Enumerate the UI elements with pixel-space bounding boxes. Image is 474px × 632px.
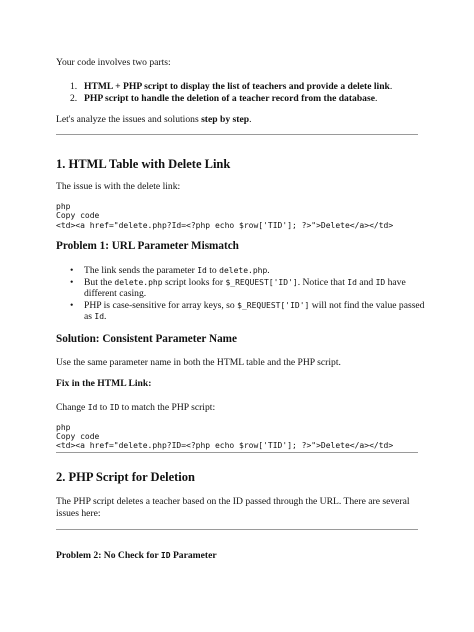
issue-text: The issue is with the delete link: <box>56 181 181 192</box>
intro-text: Your code involves two parts: <box>56 57 171 68</box>
bullet-text-continued: as Id. <box>84 311 107 322</box>
divider <box>56 452 418 453</box>
bullet-text: PHP is case-sensitive for array keys, so $_REQUEST['ID'] will not find the value passed <box>84 300 425 311</box>
copy-code-button[interactable]: Copy code <box>56 211 100 220</box>
section2-text: The PHP script deletes a teacher based on the ID passed through the URL. There are several <box>56 496 410 507</box>
code-lang: php <box>56 202 71 211</box>
bullet-icon: • <box>70 265 74 276</box>
list-item: HTML + PHP script to display the list of teachers and provide a delete link. <box>84 81 393 92</box>
analyze-text: Let's analyze the issues and solutions step by step. <box>56 114 252 125</box>
bullet-text: But the delete.php script looks for $_REQUEST['ID']. Notice that Id and ID have <box>84 277 406 288</box>
code-lang: php <box>56 423 71 432</box>
change-text: Change Id to ID to match the PHP script: <box>56 402 216 413</box>
solution-text: Use the same parameter name in both the HTML table and the PHP script. <box>56 357 341 368</box>
section-heading: 2. PHP Script for Deletion <box>56 470 195 484</box>
section-heading: 1. HTML Table with Delete Link <box>56 157 231 171</box>
list-item-text: PHP script to handle the deletion of a teacher record from the database <box>84 93 375 104</box>
copy-code-button[interactable]: Copy code <box>56 432 100 441</box>
list-item-text: HTML + PHP script to display the list of teachers and provide a delete link <box>84 81 390 92</box>
code-block: <td><a href="delete.php?Id=<?php echo $row['TID']; ?>">Delete</a></td> <box>56 221 394 230</box>
section2-text-continued: issues here: <box>56 508 101 519</box>
code-block: <td><a href="delete.php?ID=<?php echo $row['TID']; ?>">Delete</a></td> <box>56 441 394 450</box>
problem-heading: Problem 1: URL Parameter Mismatch <box>56 240 239 252</box>
divider <box>56 529 418 530</box>
fix-heading: Fix in the HTML Link: <box>56 378 152 389</box>
list-number: 1. <box>70 81 78 92</box>
bullet-text: The link sends the parameter Id to delete.php. <box>84 265 270 276</box>
divider <box>56 134 418 135</box>
problem2-heading: Problem 2: No Check for ID Parameter <box>56 550 217 561</box>
list-item: PHP script to handle the deletion of a teacher record from the database. <box>84 93 378 104</box>
list-number: 2. <box>70 93 78 104</box>
solution-heading: Solution: Consistent Parameter Name <box>56 333 237 345</box>
bullet-icon: • <box>70 277 74 288</box>
bullet-text-continued: different casing. <box>84 288 147 299</box>
bullet-icon: • <box>70 300 74 311</box>
